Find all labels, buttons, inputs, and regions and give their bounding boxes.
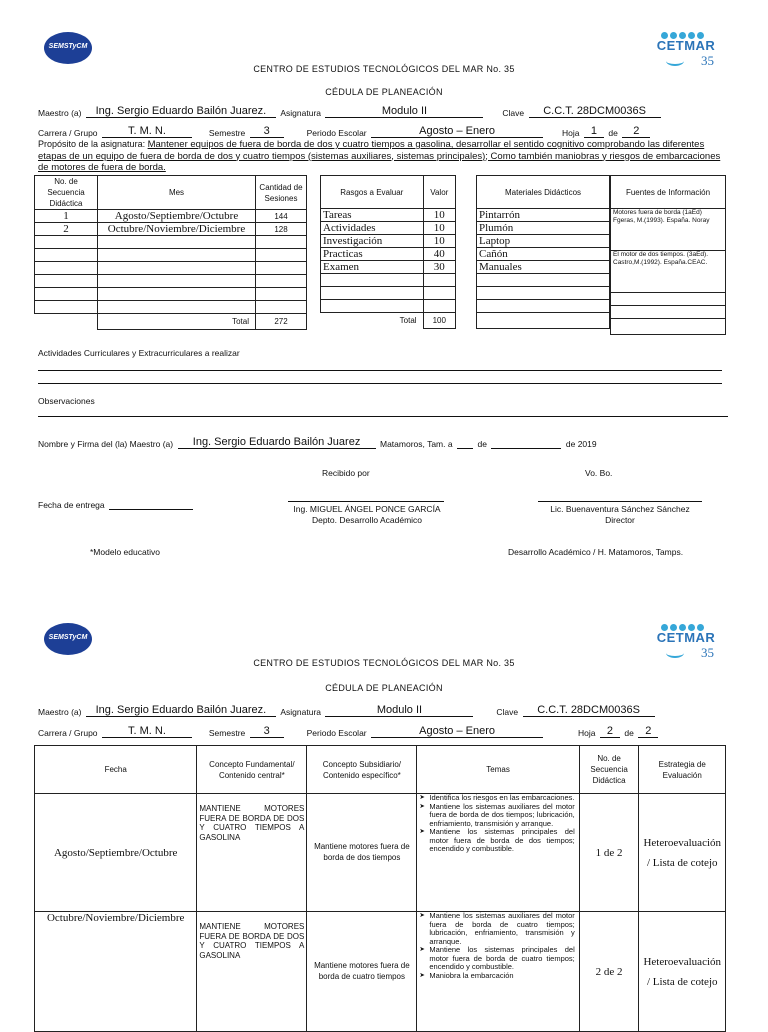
list-item [477, 209, 610, 222]
tema-item: ➤ Mantiene los sistemas auxiliares del motor fuera de borda de cuatro tiempos; lubricación, enfriamiento, transmisión y arranque. [429, 912, 574, 946]
periodo-label: Periodo Escolar [306, 728, 367, 738]
seq-header-mes: Mes [98, 176, 256, 210]
mes-field[interactable] [491, 448, 561, 449]
maestro-label: Maestro (a) [38, 707, 82, 717]
fuente-entry-1: Motores fuera de borda (1aEd) Fgeras, M.(1993). España. Noray [611, 209, 726, 251]
firma-row [38, 431, 597, 449]
fecha-cell: Octubre/Noviembre/Diciembre [35, 912, 197, 1032]
header-row-2 [38, 120, 650, 138]
material-cell: Manuales [477, 261, 610, 274]
seq-sesiones: 144 [256, 210, 307, 223]
list-item [477, 222, 610, 235]
observaciones-label: Observaciones [38, 396, 95, 406]
material-cell: Pintarrón [477, 209, 610, 222]
recibido-dept: Depto. Desarrollo Académico [311, 515, 423, 525]
actividades-label: Actividades Curriculares y Extracurriculares a realizar [38, 348, 240, 358]
table-row [321, 209, 456, 222]
periodo-field[interactable]: Agosto – Enero [371, 725, 543, 738]
rasgo-cell: Examen [321, 261, 424, 274]
carrera-field[interactable]: T. M. N. [102, 125, 192, 138]
semestre-field[interactable]: 3 [250, 125, 284, 138]
header-secuencia: No. de Secuencia Didáctica [579, 746, 639, 794]
temas-cell [417, 912, 579, 1032]
semsytcm-logo: SEMSTyCM [44, 32, 92, 64]
fecha-cell: Agosto/Septiembre/Octubre [35, 794, 197, 912]
table-row [321, 235, 456, 248]
header-fecha: Fecha [35, 746, 197, 794]
semestre-label: Semestre [208, 128, 246, 138]
tema-item: ➤ Identifica los riesgos en las embarcaciones. [429, 794, 574, 803]
vobo-label: Vo. Bo. [585, 468, 613, 478]
valor-cell: 10 [423, 222, 455, 235]
rasgos-table [320, 175, 456, 329]
valor-cell: 10 [423, 235, 455, 248]
vobo-name: Lic. Buenaventura Sánchez Sánchez [550, 504, 690, 514]
seq-total-value: 272 [256, 314, 307, 330]
maestro-field[interactable]: Ing. Sergio Eduardo Bailón Juarez. [86, 105, 276, 118]
rasgo-cell: Investigación [321, 235, 424, 248]
tema-item: ➤ Mantiene los sistemas principales del motor fuera de borda de cuatro tiempos; encendido y combustible. [429, 946, 574, 972]
vobo-role: Director [605, 515, 635, 525]
rasgo-cell: Actividades [321, 222, 424, 235]
hoja-label: Hoja [562, 128, 580, 138]
fecha-entrega-row [38, 492, 193, 510]
table-row [321, 261, 456, 274]
seq-header-sesiones: Cantidad de Sesiones [256, 176, 307, 210]
document-title: CÉDULA DE PLANEACIÓN [325, 683, 443, 693]
hoja-field[interactable]: 1 [584, 125, 604, 138]
clave-field[interactable]: C.C.T. 28DCM0036S [523, 704, 655, 717]
rasgo-cell: Practicas [321, 248, 424, 261]
observaciones-line[interactable] [38, 416, 728, 417]
periodo-label: Periodo Escolar [306, 128, 367, 138]
fuentes-header: Fuentes de Información [611, 176, 726, 209]
institution-title: CENTRO DE ESTUDIOS TECNOLÓGICOS DEL MAR No. 35 [253, 658, 515, 668]
header-estrategia: Estrategia de Evaluación [639, 746, 726, 794]
header-fundamental: Concepto Fundamental/ Contenido central* [197, 746, 307, 794]
asignatura-field[interactable]: Modulo II [325, 105, 483, 118]
table-row [321, 248, 456, 261]
recibido-name: Ing. MIGUEL ÁNGEL PONCE GARCÍA [293, 504, 441, 514]
hoja-total-field[interactable]: 2 [622, 125, 650, 138]
hoja-de-label: de [624, 728, 634, 738]
hoja-field[interactable]: 2 [600, 725, 620, 738]
subsidiario-cell: Mantiene motores fuera de borda de cuatro tiempos [307, 912, 417, 1032]
valor-cell: 30 [423, 261, 455, 274]
footer-desarrollo: Desarrollo Académico / H. Matamoros, Tamps. [508, 547, 684, 557]
fundamental-cell: MANTIENE MOTORES FUERA DE BORDA DE DOS Y CUATRO TIEMPOS A GASOLINA [197, 912, 307, 1032]
material-cell: Cañón [477, 248, 610, 261]
header-temas: Temas [417, 746, 579, 794]
seq-sesiones: 128 [256, 223, 307, 236]
vobo-signature-line[interactable] [538, 501, 702, 502]
sequence-table [34, 175, 307, 330]
hoja-de-label: de [608, 128, 618, 138]
materiales-table [476, 175, 610, 329]
recibido-signature-line[interactable] [288, 501, 444, 502]
header-row-1 [38, 699, 655, 717]
planeacion-table [34, 745, 726, 1032]
firma-label: Nombre y Firma del (la) Maestro (a) [38, 439, 174, 449]
recibido-label: Recibido por [322, 468, 370, 478]
fundamental-cell: MANTIENE MOTORES FUERA DE BORDA DE DOS Y CUATRO TIEMPOS A GASOLINA [197, 794, 307, 912]
asignatura-label: Asignatura [280, 707, 322, 717]
cetmar-logo: CETMAR 35 [656, 26, 716, 70]
actividades-line-2[interactable] [38, 383, 722, 384]
anio-label: de 2019 [565, 439, 597, 449]
actividades-line-1[interactable] [38, 370, 722, 371]
seq-total-label: Total [98, 314, 256, 330]
estrategia-cell: Heteroevaluación / Lista de cotejo [639, 912, 726, 1032]
table-row [35, 794, 726, 912]
seq-mes: Octubre/Noviembre/Diciembre [98, 223, 256, 236]
list-item [477, 235, 610, 248]
semestre-label: Semestre [208, 728, 246, 738]
fuentes-table [610, 175, 726, 335]
seq-no: 2 [35, 223, 98, 236]
clave-field[interactable]: C.C.T. 28DCM0036S [529, 105, 661, 118]
material-cell: Plumón [477, 222, 610, 235]
estrategia-cell: Heteroevaluación / Lista de cotejo [639, 794, 726, 912]
seq-mes: Agosto/Septiembre/Octubre [98, 210, 256, 223]
list-item [477, 248, 610, 261]
clave-label: Clave [502, 108, 525, 118]
proposito-text: Mantener equipos de fuera de borda de dos y cuatro tiempos a gasolina, desarrollar el sentido cognitivo comprobando las diferentes etapas de un equipo de fuera de borda de dos y cuatro tiempos (sistemas auxiliares, sistemas principales); Como también maniobras y riesgos de embarcaciones de motores de fuera de borda. [38, 139, 721, 173]
header-row-1 [38, 100, 661, 118]
carrera-field[interactable]: T. M. N. [102, 725, 192, 738]
hoja-total-field[interactable]: 2 [638, 725, 658, 738]
dia-field[interactable] [457, 448, 473, 449]
rasgos-total-label: Total [321, 313, 424, 329]
de-label: de [477, 439, 487, 449]
subsidiario-cell: Mantiene motores fuera de borda de dos tiempos [307, 794, 417, 912]
table-row [35, 912, 726, 1032]
document-title: CÉDULA DE PLANEACIÓN [325, 87, 443, 97]
fecha-entrega-field[interactable] [109, 509, 193, 510]
secuencia-cell: 2 de 2 [579, 912, 639, 1032]
carrera-label: Carrera / Grupo [38, 728, 98, 738]
header-row-2 [38, 720, 658, 738]
lugar-label: Matamoros, Tam. a [380, 439, 453, 449]
valor-cell: 40 [423, 248, 455, 261]
table-row [35, 223, 307, 236]
tema-item: ➤ Mantiene los sistemas auxiliares del motor fuera de borda de dos tiempos; lubricación, enfriamiento, transmisión y arranque. [429, 803, 574, 829]
footer-modelo: *Modelo educativo [90, 547, 160, 557]
semsytcm-logo: SEMSTyCM [44, 623, 92, 655]
materiales-header: Materiales Didácticos [477, 176, 610, 209]
rasgos-header: Rasgos a Evaluar [321, 176, 424, 209]
institution-title: CENTRO DE ESTUDIOS TECNOLÓGICOS DEL MAR No. 35 [253, 64, 515, 74]
hoja-label: Hoja [578, 728, 596, 738]
rasgos-total-value: 100 [423, 313, 455, 329]
firma-field[interactable]: Ing. Sergio Eduardo Bailón Juarez [178, 436, 376, 449]
valor-header: Valor [423, 176, 455, 209]
table-row [35, 210, 307, 223]
maestro-field[interactable]: Ing. Sergio Eduardo Bailón Juarez. [86, 704, 276, 717]
seq-no: 1 [35, 210, 98, 223]
valor-cell: 10 [423, 209, 455, 222]
fuente-entry-2: El motor de dos tiempos. (3aEd). Castro,M.(1992). España.CEAC. [611, 251, 726, 293]
maestro-label: Maestro (a) [38, 108, 82, 118]
page-separator [0, 590, 768, 614]
header-subsidiario: Concepto Subsidiario/ Contenido específico* [307, 746, 417, 794]
clave-label: Clave [496, 707, 519, 717]
carrera-label: Carrera / Grupo [38, 128, 98, 138]
proposito-label: Propósito de la asignatura: [38, 139, 146, 149]
list-item [477, 261, 610, 274]
semestre-field[interactable]: 3 [250, 725, 284, 738]
table-row [321, 222, 456, 235]
temas-cell [417, 794, 579, 912]
cetmar-logo: CETMAR 35 [656, 618, 716, 662]
seq-header-no: No. de Secuencia Didáctica [35, 176, 98, 210]
material-cell: Laptop [477, 235, 610, 248]
asignatura-label: Asignatura [280, 108, 322, 118]
proposito [38, 139, 724, 174]
secuencia-cell: 1 de 2 [579, 794, 639, 912]
tema-item: ➤ Maniobra la embarcación [429, 972, 574, 981]
periodo-field[interactable]: Agosto – Enero [371, 125, 543, 138]
rasgo-cell: Tareas [321, 209, 424, 222]
tema-item: ➤ Mantiene los sistemas principales del motor fuera de borda de dos tiempos; encendido y combustible. [429, 828, 574, 854]
asignatura-field[interactable]: Modulo II [325, 704, 473, 717]
fecha-entrega-label: Fecha de entrega [38, 500, 105, 510]
